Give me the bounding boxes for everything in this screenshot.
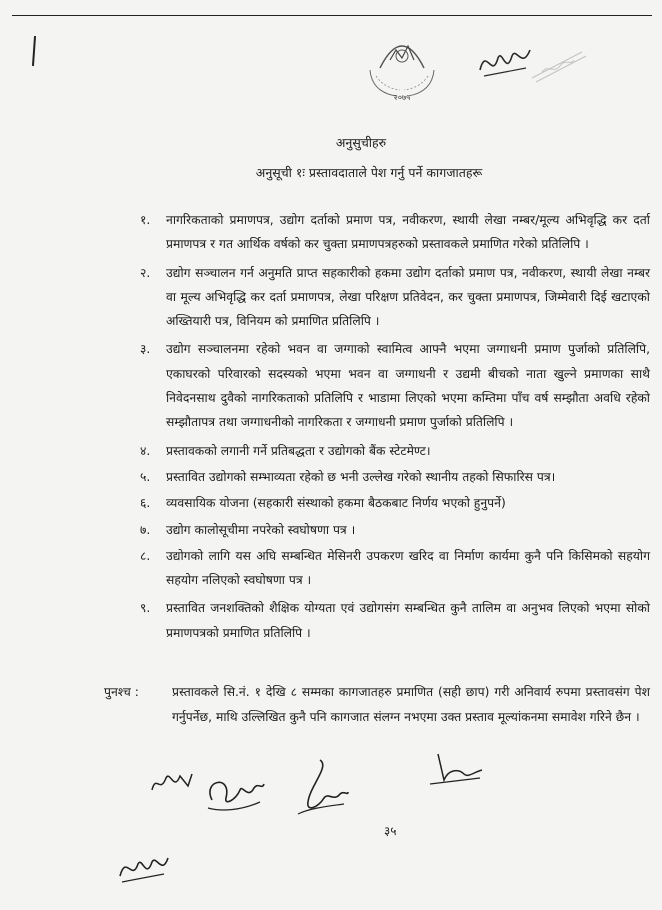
note-label: पुनश्च : — [104, 685, 139, 699]
item-number: २. — [140, 265, 151, 280]
signature-4 — [424, 750, 486, 790]
list-item — [140, 491, 650, 515]
note-text: प्रस्तावकले सि.नं. १ देखि ८ सम्मका कागजातहरु प्रमाणित (सही छाप) गरी अनिवार्य रुपमा प्रस्तावसंग पेश गर्नुपर्नेछ, माथि उल्लिखित कुनै पनि कागजात संलग्न नभएमा उक्त प्रस्ताव मूल्यांकनमा समावेश गरिने छैन । — [172, 685, 650, 724]
signature-top-right — [476, 40, 534, 82]
item-text: उद्योग सञ्चालनमा रहेको भवन वा जग्गाको स्वामित्व आफ्नै भएमा जग्गाधनी प्रमाण पुर्जाको प्रतिलिपि, एकाघरको परिवारको सदस्यको भएमा भवन वा जग्गाधनी र उद्यमी बीचको नाता खुल्ने प्रमाणका साथै निवेदनसाथ दुवैको नागरिकताको प्रतिलिपि र भाडामा लिएको भएमा कम्तिमा पाँच वर्ष सम्झौता अवधि रहेको सम्झौतापत्र तथा जग्गाधनीको नागरिकता र जग्गाधनी प्रमाण पुर्जाको प्रतिलिपि । — [166, 342, 650, 430]
list-item — [140, 596, 650, 645]
item-number: ५. — [140, 469, 151, 484]
page-number: ३५ — [384, 824, 397, 838]
item-number: ७. — [140, 522, 151, 537]
seal-year: २०७५ — [393, 93, 411, 102]
top-rule — [12, 15, 652, 16]
signature-bottom-left — [116, 848, 172, 886]
document-list — [140, 208, 650, 649]
postscript-note — [104, 680, 650, 729]
item-text: नागरिकताको प्रमाणपत्र, उद्योग दर्ताको प्रमाण पत्र, नवीकरण, स्थायी लेखा नम्बर/मूल्य अभिवृद्धि कर दर्ता प्रमाणपत्र र गत आर्थिक वर्षको कर चुक्ता प्रमाणपत्रहरुको प्रस्तावकले प्रमाणित गरेको प्रतिलिपि । — [166, 213, 650, 252]
schedule-subtitle: अनुसूची १ः प्रस्तावदाताले पेश गर्नु पर्ने कागजातहरू — [255, 165, 483, 180]
item-text: उद्योग सञ्चालन गर्न अनुमति प्राप्त सहकारीको हकमा उद्योग दर्ताको प्रमाण पत्र, नवीकरण, स्थायी लेखा नम्बर वा मूल्य अभिवृद्धि कर दर्ता प्रमाणपत्र, लेखा परिक्षण प्रतिवेदन, कर चुक्ता प्रमाणपत्र, जिम्मेवारी दिई खटाएको अख्तियारी पत्र, विनियम को प्रमाणित प्रतिलिपि । — [166, 265, 650, 329]
signature-3 — [290, 756, 350, 818]
signature-2 — [202, 770, 266, 814]
item-number: ९. — [140, 601, 151, 616]
official-seal — [360, 30, 444, 102]
list-item — [140, 439, 650, 463]
page-title: अनुसुचीहरु — [335, 135, 387, 150]
item-number: ६. — [140, 496, 151, 511]
item-number: १. — [140, 213, 151, 227]
item-text: प्रस्तावित उद्योगको सम्भाव्यता रहेको छ भनी उल्लेख गरेको स्थानीय तहको सिफारिस पत्र। — [166, 469, 556, 484]
list-item — [140, 337, 650, 434]
item-number: ४. — [140, 443, 151, 458]
item-text: प्रस्तावकको लगानी गर्ने प्रतिबद्धता र उद्योगको बैंक स्टेटमेण्ट। — [166, 443, 431, 458]
list-item — [140, 544, 650, 593]
item-text: व्यवसायिक योजना (सहकारी संस्थाको हकमा बैठकबाट निर्णय भएको हुनुपर्ने) — [166, 496, 506, 511]
signature-1 — [148, 766, 196, 798]
list-item — [140, 518, 650, 542]
item-text: उद्योगको लागि यस अघि सम्बन्धित मेसिनरी उपकरण खरिद वा निर्माण कार्यमा कुनै पनि किसिमको सहयोग सहयोग नलिएको स्वघोषणा पत्र । — [166, 548, 650, 588]
item-text: उद्योग कालोसूचीमा नपरेको स्वघोषणा पत्र । — [166, 522, 356, 537]
faint-stamp — [528, 44, 588, 84]
list-item — [140, 261, 650, 334]
margin-mark — [32, 36, 36, 66]
item-number: ३. — [140, 342, 151, 357]
list-item — [140, 465, 650, 489]
item-text: प्रस्तावित जनशक्तिको शैक्षिक योग्यता एवं उद्योगसंग सम्बन्धित कुनै तालिम वा अनुभव लिएको भएमा सोको प्रमाणपत्रको प्रमाणित प्रतिलिपि । — [166, 601, 650, 640]
list-item — [140, 208, 650, 257]
item-number: ८. — [140, 548, 151, 563]
